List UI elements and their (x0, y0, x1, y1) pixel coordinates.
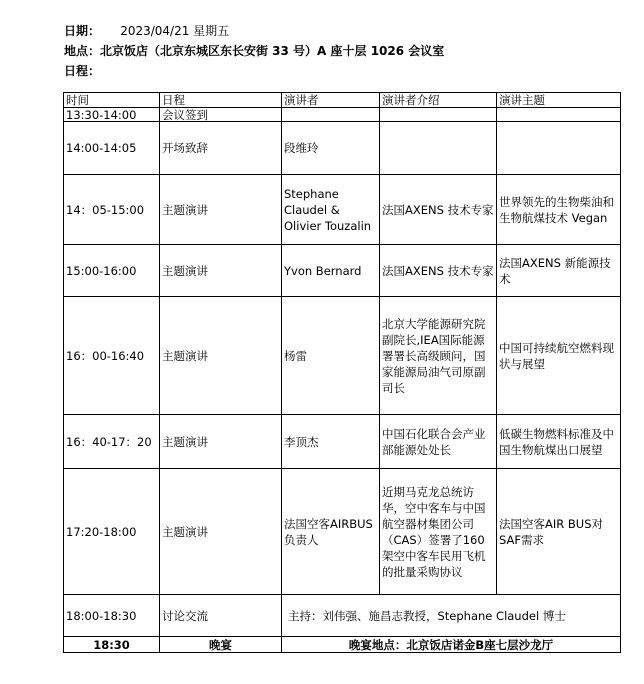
table-row (64, 175, 621, 245)
cell-speaker: 段维玲 (282, 122, 380, 175)
cell-venue: 晚宴地点：北京饭店诺金B座七层沙龙厅 (282, 637, 621, 653)
cell-speaker: 法国空客AIRBUS负责人 (282, 469, 380, 595)
date-label: 日期： (64, 24, 101, 38)
table-row (64, 595, 621, 637)
cell-intro (380, 108, 497, 122)
cell-host: 主持：刘伟强、施昌志教授，Stephane Claudel 博士 (282, 595, 621, 637)
cell-speaker: Yvon Bernard (282, 245, 380, 297)
table-row (64, 245, 621, 297)
cell-speaker: Stephane Claudel & Olivier Touzalin (282, 175, 380, 245)
cell-item: 主题演讲 (160, 245, 282, 297)
cell-item: 会议签到 (160, 108, 282, 122)
cell-intro (380, 122, 497, 175)
cell-time: 15:00-16:00 (64, 245, 160, 297)
cell-speaker: 李顶杰 (282, 415, 380, 469)
col-header-item: 日程 (160, 93, 282, 108)
table-row (64, 108, 621, 122)
cell-speaker (282, 108, 380, 122)
cell-item: 主题演讲 (160, 297, 282, 415)
col-header-time: 时间 (64, 93, 160, 108)
cell-intro: 法国AXENS 技术专家 (380, 175, 497, 245)
cell-time: 16：40-17：20 (64, 415, 160, 469)
table-row (64, 415, 621, 469)
cell-time: 17:20-18:00 (64, 469, 160, 595)
col-header-speaker: 演讲者 (282, 93, 380, 108)
cell-topic: 世界领先的生物柴油和生物航煤技术 Vegan (497, 175, 621, 245)
location-line: 地点：北京饭店（北京东城区东长安街 33 号）A 座十层 1026 会议室 (64, 44, 445, 58)
cell-time: 14:00-14:05 (64, 122, 160, 175)
col-header-intro: 演讲者介绍 (380, 93, 497, 108)
cell-topic: 法国空客AIR BUS对SAF需求 (497, 469, 621, 595)
date-line (64, 22, 229, 39)
table-header-row (64, 93, 621, 108)
cell-intro: 北京大学能源研究院副院长,IEA国际能源署署长高级顾问，国家能源局油气司原副司长 (380, 297, 497, 415)
cell-intro: 中国石化联合会产业部能源处处长 (380, 415, 497, 469)
cell-topic: 中国可持续航空燃料现状与展望 (497, 297, 621, 415)
cell-item: 主题演讲 (160, 175, 282, 245)
cell-time: 18:00-18:30 (64, 595, 160, 637)
cell-intro: 近期马克龙总统访华，空中客车与中国航空器材集团公司（CAS）签署了160架空中客车民用飞机的批量采购协议 (380, 469, 497, 595)
cell-time: 14：05-15:00 (64, 175, 160, 245)
cell-time: 13:30-14:00 (64, 108, 160, 122)
cell-topic (497, 108, 621, 122)
cell-topic: 法国AXENS 新能源技术 (497, 245, 621, 297)
cell-topic: 低碳生物燃料标准及中国生物航煤出口展望 (497, 415, 621, 469)
table-row (64, 469, 621, 595)
table-row (64, 122, 621, 175)
cell-item: 主题演讲 (160, 469, 282, 595)
cell-speaker: 杨雷 (282, 297, 380, 415)
schedule-label: 日程： (64, 64, 101, 78)
cell-topic (497, 122, 621, 175)
cell-time: 16：00-16:40 (64, 297, 160, 415)
agenda-table (63, 92, 621, 653)
cell-intro: 法国AXENS 技术专家 (380, 245, 497, 297)
cell-item: 主题演讲 (160, 415, 282, 469)
cell-item: 开场致辞 (160, 122, 282, 175)
cell-item: 晚宴 (160, 637, 282, 653)
date-value: 2023/04/21 星期五 (120, 24, 230, 38)
table-row (64, 637, 621, 653)
cell-item: 讨论交流 (160, 595, 282, 637)
col-header-topic: 演讲主题 (497, 93, 621, 108)
table-row (64, 297, 621, 415)
cell-time: 18:30 (64, 637, 160, 653)
